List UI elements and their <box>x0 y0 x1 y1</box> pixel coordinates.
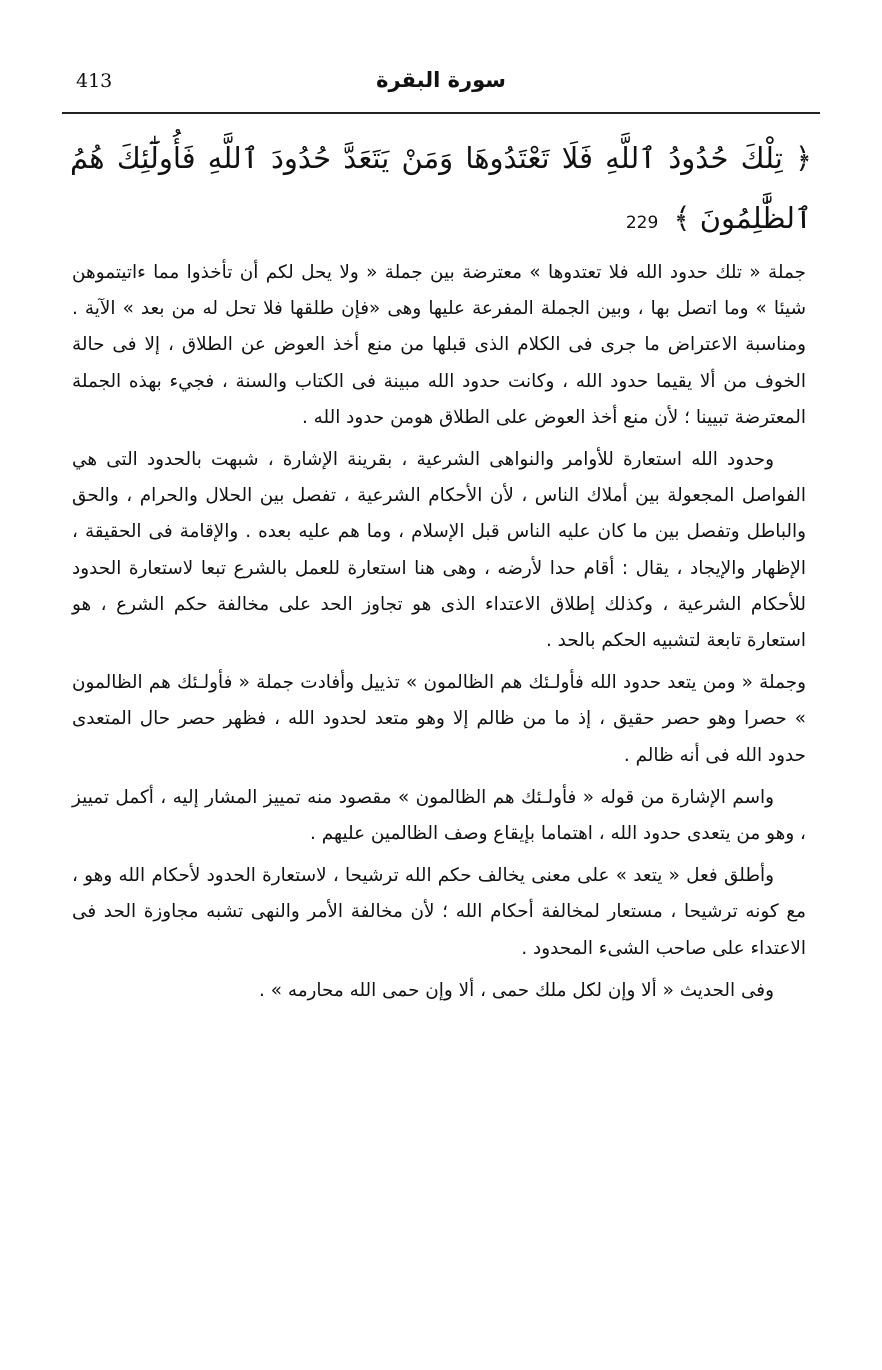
verse-text: ﴿ تِلْكَ حُدُودُ ٱللَّهِ فَلَا تَعْتَدُوهَا وَمَنْ يَتَعَدَّ حُدُودَ ٱللَّهِ فَأُولَٰٓئِكَ هُمُ ٱلظَّٰلِمُونَ ﴾ <box>70 141 812 235</box>
surah-title: سورة البقرة <box>376 68 506 92</box>
paragraph: وحدود الله استعارة للأوامر والنواهى الشرعية ، بقرينة الإشارة ، شبهت بالحدود التى هي الفواصل المجعولة بين أملاك الناس ، لأن الأحكام الشرعية ، تفصل بين الحلال والحرام ، والحق والباطل وتفصل بين ما كان عليه الناس قبل الإسلام ، وما هم عليه بعده . والإقامة فى الحقيقة ، الإظهار والإيجاد ، يقال : أقام حدا لأرضه ، وهى هنا استعارة للعمل بالشرع تبعا لاستعارة الحدود للأحكام الشرعية ، وكذلك إطلاق الاعتداء الذى هو تجاوز الحد على مخالفة حكم الشرع ، هو استعارة تابعة لتشبيه الحكم بالحد . <box>72 449 806 652</box>
paragraph: واسم الإشارة من قوله « فأولـئك هم الظالمون » مقصود منه تمييز المشار إليه ، أكمل تمييز ، وهو من يتعدى حدود الله ، اهتماما بإيقاع وصف الظالمين عليهم . <box>72 786 806 845</box>
commentary-body <box>72 255 806 1015</box>
page-header <box>62 62 820 114</box>
verse-number: 229 <box>625 213 659 233</box>
quran-verse <box>70 128 812 253</box>
paragraph: جملة « تلك حدود الله فلا تعتدوها » معترضة بين جملة « ولا يحل لكم أن تأخذوا مما ءاتيتموهن شيئا » وما اتصل بها ، وبين الجملة المفرعة عليها وهى «فإن طلقها فلا تحل له من بعد » الآية . ومناسبة الاعتراض ما جرى فى الكلام الذى قبلها من منع أخذ العوض عن الطلاق ، إلا فى حالة الخوف من ألا يقيما حدود الله ، وكانت حدود الله مبينة فى الكتاب والسنة ، فجيء بهذه الجملة المعترضة تبيينا ؛ لأن منع أخذ العوض على الطلاق هومن حدود الله . <box>72 262 806 428</box>
paragraph: وأطلق فعل « يتعد » على معنى يخالف حكم الله ترشيحا ، لاستعارة الحدود لأحكام الله وهو ، مع كونه ترشيحا ، مستعار لمخالفة أحكام الله ؛ لأن مخالفة الأمر والنهى تشبه مجاوزة الحد فى الاعتداء على صاحب الشىء المحدود . <box>72 865 806 959</box>
page-number: 413 <box>76 70 113 92</box>
paragraph: وفى الحديث « ألا وإن لكل ملك حمى ، ألا وإن حمى الله محارمه » . <box>259 979 774 1001</box>
paragraph: وجملة « ومن يتعد حدود الله فأولـئك هم الظالمون » تذييل وأفادت جملة « فأولـئك هم الظالمون » حصرا وهو حصر حقيق ، إذ ما من ظالم إلا وهو متعد لحدود الله ، فظهر حصر حال المتعدى حدود الله فى أنه ظالم . <box>72 672 806 766</box>
